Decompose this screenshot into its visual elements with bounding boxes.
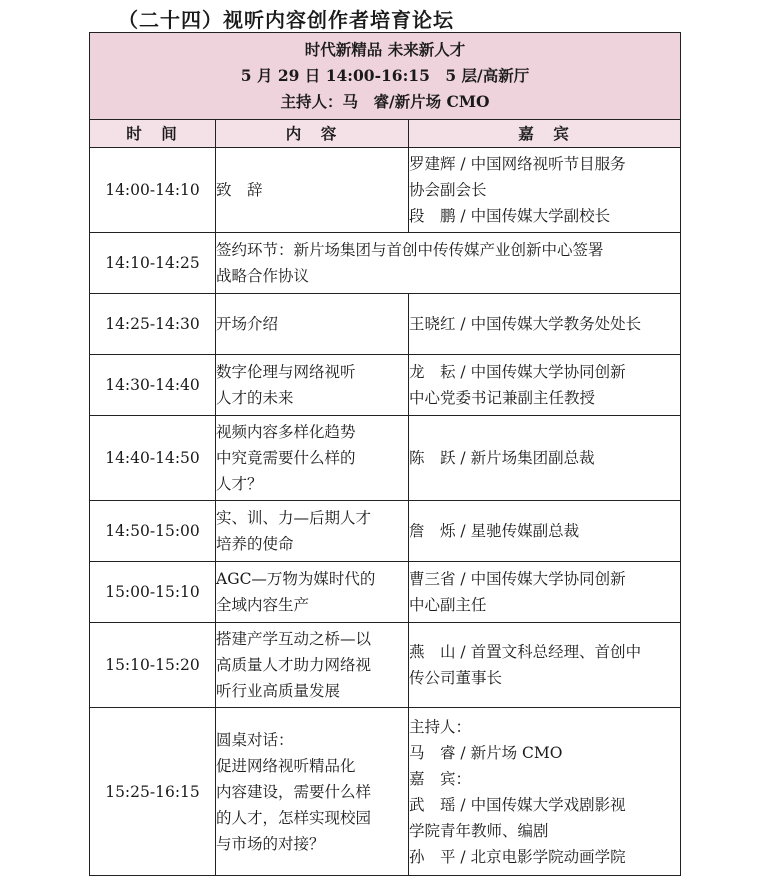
row-content — [216, 623, 409, 708]
content-line: 人才？ — [216, 475, 263, 493]
content-line: 培养的使命 — [216, 535, 294, 553]
content-line: 搭建产学互动之桥—以 — [216, 630, 372, 648]
row-content — [216, 355, 409, 416]
guest-line: 詹 烁 / 星驰传媒副总裁 — [409, 522, 580, 540]
guest-line: 主持人： — [409, 717, 472, 736]
row-time: 15:00-15:10 — [90, 562, 216, 623]
header-row — [90, 120, 681, 148]
content-line: 人才的未来 — [216, 389, 294, 407]
content-line: 致 辞 — [216, 181, 263, 199]
guest-line: 曹三省 / 中国传媒大学协同创新 — [409, 570, 626, 588]
guest-line: 传公司董事长 — [409, 669, 503, 687]
guest-line: 嘉 宾： — [409, 769, 472, 788]
session-datetime-venue: 5 月 29 日 14:00-16:15 5 层/高新厅 — [240, 66, 530, 85]
content-line: 签约环节：新片场集团与首创中传传媒产业创新中心签署 — [216, 241, 604, 259]
guest-line: 马 睿 / 新片场 CMO — [409, 743, 563, 762]
guest-line: 段 鹏 / 中国传媒大学副校长 — [409, 207, 611, 225]
row-time: 14:10-14:25 — [90, 233, 216, 294]
content-line: 听行业高质量发展 — [216, 682, 341, 700]
content-line: 与市场的对接？ — [216, 834, 325, 853]
content-line: 促进网络视听精品化 — [216, 756, 356, 775]
row-time: 15:10-15:20 — [90, 623, 216, 708]
table-row — [90, 562, 681, 623]
content-line: 战略合作协议 — [216, 267, 310, 285]
guest-line: 武 瑶 / 中国传媒大学戏剧影视 — [409, 795, 626, 814]
guest-line: 中心副主任 — [409, 596, 487, 614]
table-row — [90, 148, 681, 233]
row-time: 14:40-14:50 — [90, 416, 216, 501]
row-guests — [409, 501, 681, 562]
content-line: 高质量人才助力网络视 — [216, 656, 372, 674]
session-host: 主持人：马 睿/新片场 CMO — [280, 92, 490, 111]
row-guests — [409, 294, 681, 355]
guest-line: 孙 平 / 北京电影学院动画学院 — [409, 847, 626, 866]
row-time: 14:25-14:30 — [90, 294, 216, 355]
row-time: 14:00-14:10 — [90, 148, 216, 233]
row-guests — [409, 562, 681, 623]
content-line: 实、训、力—后期人才 — [216, 509, 372, 527]
row-content — [216, 562, 409, 623]
guest-line: 燕 山 / 首置文科总经理、首创中 — [409, 643, 642, 661]
row-time: 15:25-16:15 — [90, 708, 216, 876]
session-theme: 时代新精品 未来新人才 — [304, 40, 466, 59]
schedule-table — [89, 32, 681, 876]
table-row — [90, 501, 681, 562]
row-content — [216, 708, 409, 876]
table-row — [90, 623, 681, 708]
guest-line: 学院青年教师、编剧 — [409, 821, 549, 840]
guest-line: 罗建辉 / 中国网络视听节目服务 — [409, 155, 626, 173]
row-content — [216, 148, 409, 233]
session-banner — [90, 33, 681, 120]
table-row — [90, 294, 681, 355]
table-row — [90, 416, 681, 501]
guest-line: 龙 耘 / 中国传媒大学协同创新 — [409, 363, 626, 381]
content-line: 全域内容生产 — [216, 596, 310, 614]
content-line: 中究竟需要什么样的 — [216, 449, 356, 467]
header-guests: 嘉 宾 — [409, 120, 681, 148]
content-line: 的人才，怎样实现校园 — [216, 808, 372, 827]
header-time: 时 间 — [90, 120, 216, 148]
banner-cell — [90, 33, 681, 120]
row-guests — [409, 708, 681, 876]
content-line: 视频内容多样化趋势 — [216, 423, 356, 441]
guest-line: 协会副会长 — [409, 181, 487, 199]
content-line: 圆桌对话： — [216, 730, 294, 749]
header-content: 内 容 — [216, 120, 409, 148]
content-line: 开场介绍 — [216, 315, 279, 333]
row-guests — [409, 623, 681, 708]
row-content — [216, 294, 409, 355]
guest-line: 陈 跃 / 新片场集团副总裁 — [409, 449, 595, 467]
row-content — [216, 233, 681, 294]
guest-line: 王晓红 / 中国传媒大学教务处处长 — [409, 315, 642, 333]
content-line: 数字伦理与网络视听 — [216, 363, 356, 381]
table-row — [90, 233, 681, 294]
row-content — [216, 501, 409, 562]
row-guests — [409, 148, 681, 233]
row-time: 14:50-15:00 — [90, 501, 216, 562]
page-title: （二十四）视听内容创作者培育论坛 — [118, 8, 454, 32]
guest-line: 中心党委书记兼副主任教授 — [409, 389, 596, 407]
table-row — [90, 708, 681, 876]
content-line: AGC—万物为媒时代的 — [216, 570, 376, 588]
row-guests — [409, 416, 681, 501]
table-row — [90, 355, 681, 416]
row-content — [216, 416, 409, 501]
content-line: 内容建设，需要什么样 — [216, 782, 372, 801]
row-guests — [409, 355, 681, 416]
row-time: 14:30-14:40 — [90, 355, 216, 416]
